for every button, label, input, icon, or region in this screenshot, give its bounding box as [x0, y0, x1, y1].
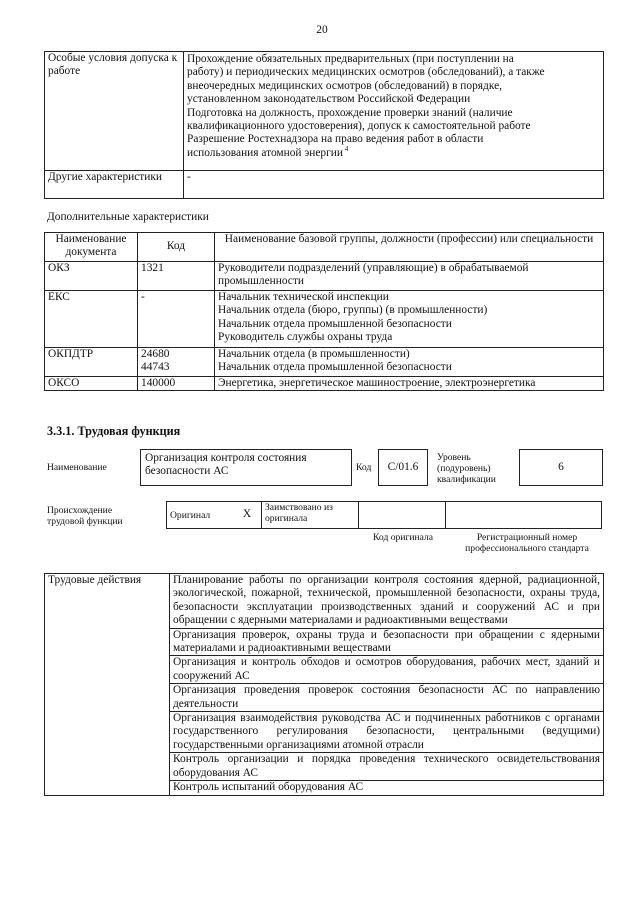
special-conditions-line-text: работу) и периодических медицинских осмотров (обследований), а также [187, 66, 545, 79]
cell-code: 24680 44743 [138, 348, 215, 377]
cell-code: 1321 [138, 262, 215, 291]
function-level-value: 6 [558, 461, 564, 473]
additional-table [44, 232, 604, 391]
original-label: Оригинал [167, 502, 234, 529]
cell-name: Руководители подразделений (управляющие) в обрабатываемой промышленности [215, 262, 604, 291]
function-level-box [519, 449, 603, 486]
action-item: Организация проверок, охраны труда и безопасности при обращении с ядерными материалами и радиоактивными веществами [170, 628, 604, 656]
special-conditions-line [187, 133, 600, 146]
special-conditions-line [187, 53, 600, 66]
footnote-mark: 4 [342, 145, 349, 154]
cell-name: Начальник отдела (в промышленности) Начальник отдела промышленной безопасности [215, 348, 604, 377]
original-mark: X [233, 502, 262, 529]
cell-doc: ЕКС [45, 291, 138, 348]
special-conditions-line-text: использования атомной энергии [187, 146, 343, 159]
special-conditions-lines [187, 53, 600, 160]
cell-code: - [138, 291, 215, 348]
table-row [45, 574, 604, 629]
cell-doc: ОКСО [45, 377, 138, 391]
special-conditions-value [184, 52, 604, 171]
header-document: Наименование документа [45, 233, 138, 262]
function-name-value: Организация контроля состояния безопасности АС [145, 452, 307, 478]
action-item: Организация взаимодействия руководства АС и подчиненных работников с органами государственного регулирования безопасности, центральными (ведущими) государственными организациями атомной отрасли [170, 712, 604, 753]
table-header-row [45, 233, 604, 262]
header-code: Код [138, 233, 215, 262]
special-conditions-label: Особые условия допуска к работе [45, 52, 184, 171]
origin-label: Происхождение трудовой функции [47, 505, 123, 527]
special-conditions-line [187, 80, 600, 93]
action-item: Организация проведения проверок состояния безопасности АС по направлению деятельности [170, 684, 604, 712]
additional-title: Дополнительные характеристики [47, 211, 209, 223]
action-item: Контроль организации и порядка проведения технического освидетельствования оборудования АС [170, 753, 604, 781]
action-item: Контроль испытаний оборудования АС [170, 781, 604, 795]
cell-doc: ОКПДТР [45, 348, 138, 377]
special-conditions-line [187, 66, 600, 79]
function-level-label: Уровень (подуровень) квалификации [437, 452, 496, 485]
special-conditions-line [187, 107, 600, 120]
actions-label: Трудовые действия [45, 574, 170, 796]
cell-code: 140000 [138, 377, 215, 391]
header-name: Наименование базовой группы, должности (профессии) или специальности [215, 233, 604, 262]
function-code-value: C/01.6 [387, 461, 419, 473]
cell-name: Энергетика, энергетическое машиностроение, электроэнергетика [215, 377, 604, 391]
table-row [45, 291, 604, 348]
special-conditions-line-text: Подготовка на должность, прохождение проверки знаний (наличие [187, 106, 513, 119]
special-conditions-line-text: квалификационного удостоверения), допуск к самостоятельной работе [187, 120, 531, 133]
special-conditions-line-text: установленном законодательством Российской Федерации [187, 93, 471, 106]
table-row [45, 52, 604, 171]
conditions-table [44, 51, 604, 199]
special-conditions-line [187, 93, 600, 106]
cell-name: Начальник технической инспекции Начальник отдела (бюро, группы) (в промышленности) Начальник отдела промышленной безопасности Руководитель службы охраны труда [215, 291, 604, 348]
action-item: Организация и контроль обходов и осмотров оборудования, рабочих мест, зданий и сооружений АС [170, 656, 604, 684]
function-heading: 3.3.1. Трудовая функция [47, 424, 181, 438]
special-conditions-line-text: Прохождение обязательных предварительных (при поступлении на [187, 53, 514, 65]
table-row [45, 377, 604, 391]
original-code-cell [359, 502, 446, 529]
special-conditions-line [187, 147, 600, 160]
special-conditions-line-text: Разрешение Ростехнадзора на право ведения работ в области [187, 133, 484, 146]
function-code-label: Код [356, 462, 372, 473]
table-row [167, 502, 602, 529]
function-name-label: Наименование [47, 462, 107, 473]
actions-table [44, 573, 604, 796]
function-name-box [140, 449, 352, 486]
borrowed-label: Заимствовано из оригинала [262, 502, 359, 529]
cell-doc: ОКЗ [45, 262, 138, 291]
action-item: Планирование работы по организации контроля состояния ядерной, радиационной, экологической, пожарной, технической, промышленной безопасности, охраны труда, безопасности эксплуатации производственных зданий и сооружений АС и при обращении с ядерными материалами и радиоактивными веществами [170, 574, 604, 629]
other-characteristics-label: Другие характеристики [45, 171, 184, 199]
special-conditions-line-text: внеочередных медицинских осмотров (обследований) в порядке, [187, 79, 502, 92]
table-row [45, 348, 604, 377]
table-row [45, 171, 604, 199]
reg-number-cell [446, 502, 602, 529]
table-row [45, 262, 604, 291]
function-code-box [378, 449, 428, 486]
reg-number-caption: Регистрационный номер профессионального стандарта [465, 532, 589, 554]
other-characteristics-value: - [184, 171, 604, 199]
original-code-caption: Код оригинала [373, 532, 434, 543]
page-number: 20 [316, 24, 328, 36]
special-conditions-line [187, 120, 600, 133]
origin-table [166, 501, 602, 529]
